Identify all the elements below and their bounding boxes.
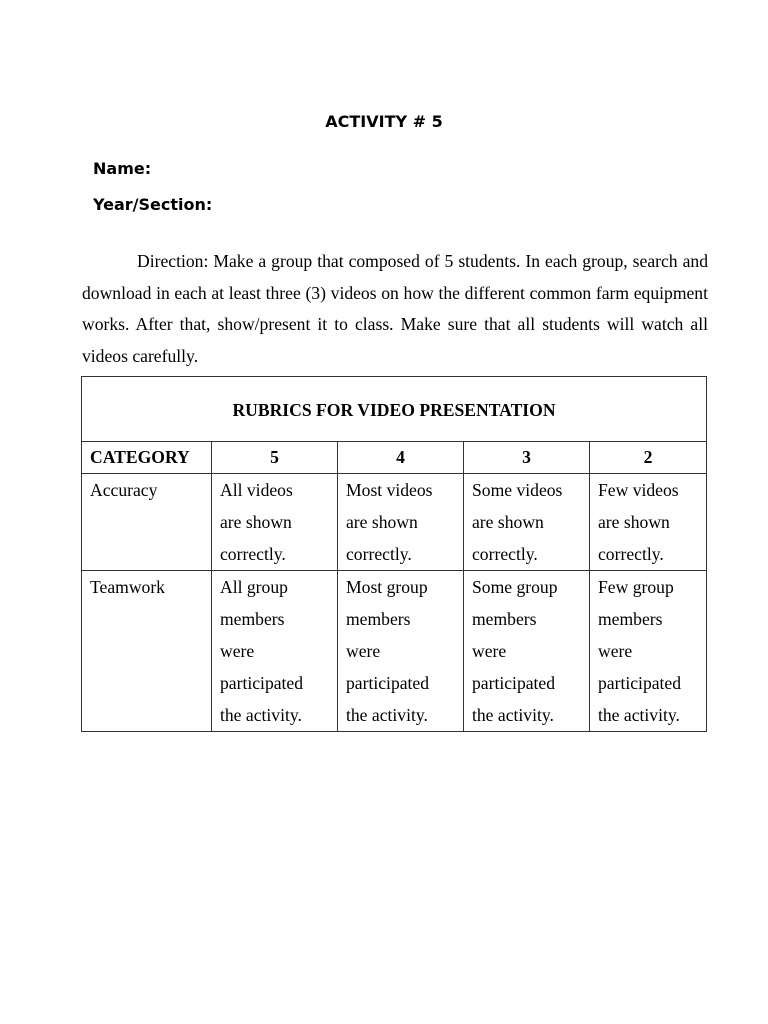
header-score-4: 4 — [338, 442, 464, 474]
table-row — [82, 474, 707, 571]
cell-line: the activity. — [346, 705, 428, 725]
cell-line: members — [472, 609, 537, 629]
cell-line: are shown — [220, 512, 292, 532]
category-teamwork: Teamwork — [82, 571, 212, 732]
criterion-cell — [338, 571, 464, 732]
criterion-cell — [212, 474, 338, 571]
cell-line: Few videos — [598, 480, 679, 500]
cell-line: All group — [220, 577, 288, 597]
cell-line: the activity. — [472, 705, 554, 725]
cell-line: were — [346, 641, 381, 661]
header-score-2: 2 — [590, 442, 707, 474]
criterion-cell — [212, 571, 338, 732]
cell-line: participated — [472, 673, 556, 693]
cell-line: members — [346, 609, 411, 629]
cell-line: are shown — [346, 512, 418, 532]
cell-line: the activity. — [220, 705, 302, 725]
cell-line: are shown — [598, 512, 670, 532]
cell-line: correctly. — [598, 544, 664, 564]
cell-line: Some videos — [472, 480, 563, 500]
cell-line: members — [598, 609, 663, 629]
cell-line: Most group — [346, 577, 428, 597]
cell-line: correctly. — [346, 544, 412, 564]
criterion-cell — [464, 474, 590, 571]
cell-line: All videos — [220, 480, 293, 500]
cell-line: Few group — [598, 577, 674, 597]
cell-line: are shown — [472, 512, 544, 532]
table-row — [82, 571, 707, 732]
criterion-cell — [464, 571, 590, 732]
category-accuracy: Accuracy — [82, 474, 212, 571]
header-score-5: 5 — [212, 442, 338, 474]
rubric-title: RUBRICS FOR VIDEO PRESENTATION — [82, 377, 707, 442]
cell-line: participated — [598, 673, 682, 693]
criterion-cell — [338, 474, 464, 571]
header-category: CATEGORY — [82, 442, 212, 474]
cell-line: were — [598, 641, 633, 661]
rubric-title-row — [82, 377, 707, 442]
cell-line: correctly. — [472, 544, 538, 564]
direction-paragraph: Direction: Make a group that composed of 5 students. In each group, search and download in each at least three (3) videos on how the different common farm equipment works. After that, show/present it to class. Make sure that all students will watch all videos carefully. — [82, 251, 708, 366]
activity-title: ACTIVITY # 5 — [325, 112, 443, 131]
cell-line: participated — [346, 673, 430, 693]
rubric-table — [81, 376, 707, 732]
cell-line: participated — [220, 673, 304, 693]
name-label: Name: — [93, 159, 152, 178]
cell-line: Most videos — [346, 480, 433, 500]
year-section-label: Year/Section: — [93, 195, 213, 214]
header-score-3: 3 — [464, 442, 590, 474]
cell-line: were — [220, 641, 255, 661]
criterion-cell — [590, 474, 707, 571]
cell-line: members — [220, 609, 285, 629]
cell-line: Some group — [472, 577, 558, 597]
cell-line: the activity. — [598, 705, 680, 725]
criterion-cell — [590, 571, 707, 732]
cell-line: were — [472, 641, 507, 661]
rubric-header-row — [82, 442, 707, 474]
cell-line: correctly. — [220, 544, 286, 564]
